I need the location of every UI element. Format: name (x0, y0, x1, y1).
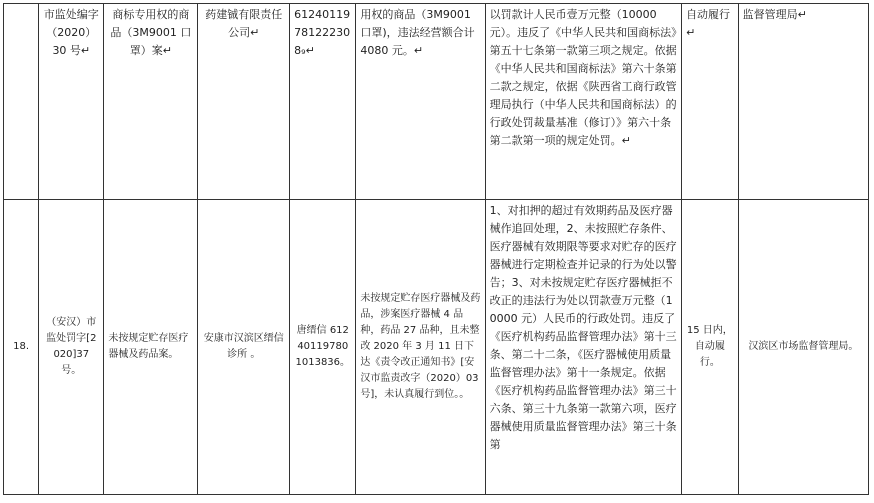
cell-case-name: 商标专用权的商品（3M9001 口罩）案↵ (104, 4, 198, 200)
penalty-table (3, 3, 869, 495)
cell-case-name: 未按规定贮存医疗器械及药品案。 (104, 200, 198, 495)
cell-status: 自动履行↵ (682, 4, 739, 200)
cell-credit-code: 61240119781222308₉↵ (290, 4, 356, 200)
cell-agency: 汉滨区市场监督管理局。 (738, 200, 868, 495)
cell-status: 15 日内，自动履行。 (682, 200, 739, 495)
cell-party: 安康市汉滨区缙信诊所 。 (198, 200, 290, 495)
cell-no: 18. (4, 200, 39, 495)
cell-no (4, 4, 39, 200)
cell-penalty: 以罚款计人民币壹万元整（10000 元）。违反了《中华人民共和国商标法》第五十七条第一款第三项之规定。依据《中华人民共和国商标法》第六十条第二款之规定，依据《陕西省工商行政管理局执行（中华人民共和国商标法）的行政处罚裁量基准（修订）》第六十条第二款第一项的规定处罚。↵ (485, 4, 681, 200)
table-row (4, 4, 869, 200)
cell-facts: 用权的商品（3M9001 口罩)，违法经营额合计 4080 元。↵ (356, 4, 485, 200)
cell-agency: 监督管理局↵ (738, 4, 868, 200)
cell-penalty: 1、对扣押的超过有效期药品及医疗器械作追回处理，2、未按照贮存条件、医疗器械有效期限等要求对贮存的医疗器械进行定期检查并记录的行为处以警告；3、对未按规定贮存医疗器械拒不改正的违法行为处以罚款壹万元整（10000 元）人民币的行政处罚。违反了《医疗机构药品监督管理办法》第十三条、第二十二条，《医疗器械使用质量监督管理办法》第十一条规定。依据《医疗机构药品监督管理办法》第三十六条、第三十九条第一款第六项，医疗器械使用质量监督管理办法》第三十条第 (485, 200, 681, 495)
cell-facts: 未按规定贮存医疗器械及药品，涉案医疗器械 4 品种，药品 27 品种，且未整改 2020 年 3 月 11 日下达《责令改正通知书》[安汉市监责改字（2020）03 号]，未认真履行到位。。 (356, 200, 485, 495)
table-row (4, 200, 869, 495)
cell-doc-no: 市监处编字（2020）30 号↵ (39, 4, 104, 200)
cell-doc-no: （安汉）市监处罚字[2020]37 号。 (39, 200, 104, 495)
cell-credit-code: 唐缙信 61240119780 1013836。 (290, 200, 356, 495)
cell-party: 药建铖有限责任公司↵ (198, 4, 290, 200)
